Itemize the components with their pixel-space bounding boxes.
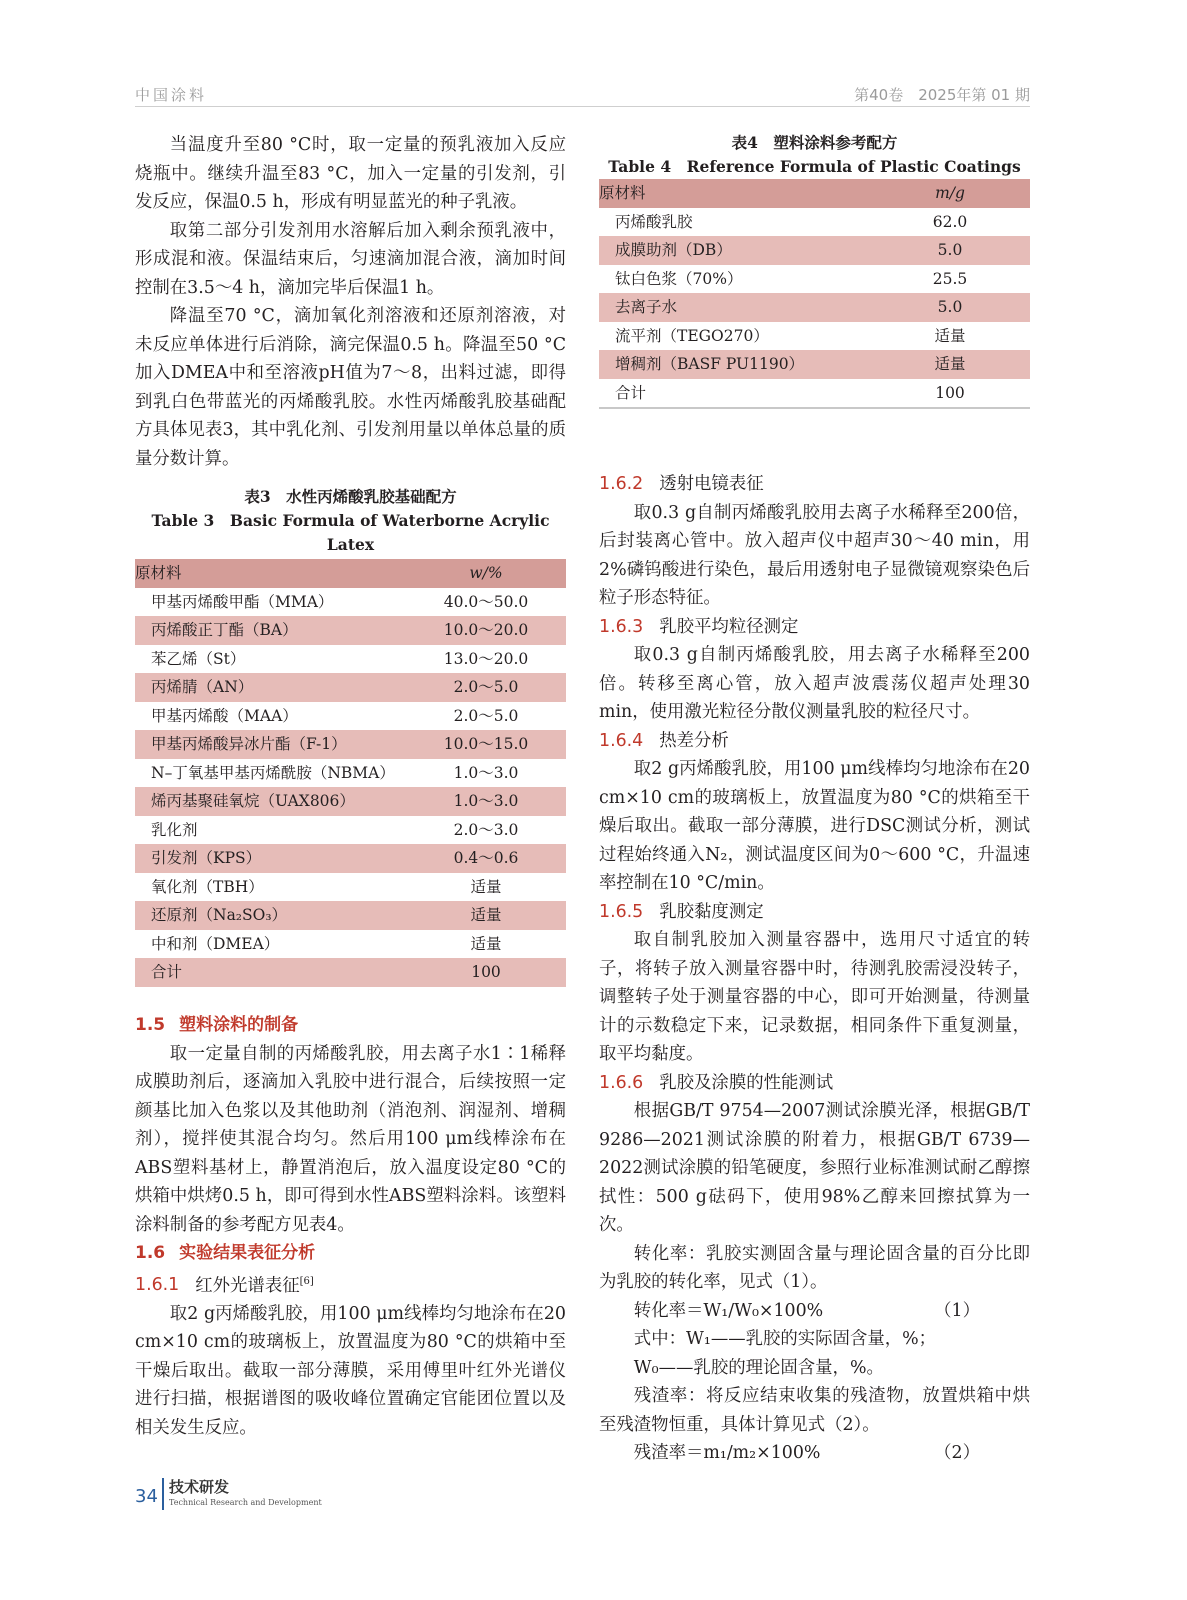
table-row bbox=[135, 958, 566, 987]
section-heading-1-5: 1.5 塑料涂料的制备 bbox=[135, 1015, 299, 1035]
material-cell: 甲基丙烯酸异冰片酯（F-1） bbox=[135, 730, 406, 759]
section-heading-1-6-6: 1.6.6 乳胶及涂膜的性能测试 bbox=[599, 1072, 834, 1093]
material-cell: 氧化剂（TBH） bbox=[135, 873, 406, 902]
running-header bbox=[135, 82, 1030, 107]
amount-cell: 62.0 bbox=[870, 208, 1030, 237]
material-cell: 流平剂（TEGO270） bbox=[599, 322, 870, 351]
table-row bbox=[135, 901, 566, 930]
table3-block bbox=[135, 485, 566, 987]
amount-cell: 0.4～0.6 bbox=[406, 844, 566, 873]
amount-cell: 5.0 bbox=[870, 236, 1030, 265]
amount-cell: 100 bbox=[406, 958, 566, 987]
material-cell: 还原剂（Na₂SO₃） bbox=[135, 901, 406, 930]
amount-cell: 100 bbox=[870, 379, 1030, 409]
paragraph: 取第二部分引发剂用水溶解后加入剩余预乳液中，形成混和液。保温结束后，匀速滴加混合液，滴加时间控制在3.5～4 h，滴加完毕后保温1 h。 bbox=[135, 220, 566, 298]
material-cell: 中和剂（DMEA） bbox=[135, 930, 406, 959]
table-row bbox=[135, 873, 566, 902]
section-heading-1-6-2: 1.6.2 透射电镜表征 bbox=[599, 474, 764, 494]
table4-title-en: Table 4 Reference Formula of Plastic Coatings bbox=[608, 157, 1021, 176]
amount-cell: 2.0～5.0 bbox=[406, 702, 566, 731]
amount-cell: 适量 bbox=[406, 930, 566, 959]
amount-cell: 适量 bbox=[406, 901, 566, 930]
material-cell: 成膜助剂（DB） bbox=[599, 236, 870, 265]
amount-cell: 适量 bbox=[870, 350, 1030, 379]
section-heading-1-6-4: 1.6.4 热差分析 bbox=[599, 730, 729, 751]
footer-divider bbox=[162, 1478, 164, 1510]
left-column-sections bbox=[135, 1011, 566, 1442]
table-row bbox=[599, 322, 1030, 351]
amount-cell: 2.0～5.0 bbox=[406, 673, 566, 702]
material-cell: 甲基丙烯酸甲酯（MMA） bbox=[135, 588, 406, 617]
paragraph: 残渣率：将反应结束收集的残渣物，放置烘箱中烘至残渣物恒重，具体计算见式（2）。 bbox=[599, 1386, 1030, 1435]
section-heading-1-6-1: 1.6.1 红外光谱表征[6] bbox=[135, 1275, 314, 1296]
table-row bbox=[599, 293, 1030, 322]
table4-title-cn: 表4 塑料涂料参考配方 bbox=[731, 133, 898, 152]
paragraph: 当温度升至80 °C时，取一定量的预乳液加入反应烧瓶中。继续升温至83 °C，加入一定量的引发剂，引发反应，保温0.5 h，形成有明显蓝光的种子乳液。 bbox=[135, 135, 566, 212]
amount-cell: 适量 bbox=[870, 322, 1030, 351]
issue-info: 第40卷 2025年第 01 期 bbox=[854, 86, 1030, 104]
amount-cell: 适量 bbox=[406, 873, 566, 902]
table3-title-cn: 表3 水性丙烯酸乳胶基础配方 bbox=[244, 487, 457, 506]
page-number: 34 bbox=[135, 1486, 158, 1507]
table-row bbox=[599, 350, 1030, 379]
table-row bbox=[599, 379, 1030, 409]
equation-2: 残渣率＝m₁/m₂×100% （2） bbox=[599, 1439, 1030, 1468]
paragraph: 取0.3 g自制丙烯酸乳胶用去离子水稀释至200倍，后封装离心管中。放入超声仪中超声30～40 min，用2%磷钨酸进行染色，最后用透射电子显微镜观察染色后粒子形态特征。 bbox=[599, 502, 1030, 608]
footer-section-en: Technical Research and Development bbox=[169, 1498, 322, 1507]
material-cell: 丙烯酸正丁酯（BA） bbox=[135, 616, 406, 645]
table3-title-en: Table 3 Basic Formula of Waterborne Acrylic Latex bbox=[151, 511, 550, 554]
material-cell: 丙烯酸乳胶 bbox=[599, 208, 870, 237]
amount-cell: 40.0～50.0 bbox=[406, 588, 566, 617]
table-row bbox=[599, 265, 1030, 294]
material-cell: 甲基丙烯酸（MAA） bbox=[135, 702, 406, 731]
equation-number: （1） bbox=[934, 1300, 980, 1321]
table-row bbox=[135, 616, 566, 645]
table3 bbox=[135, 559, 566, 987]
material-cell: 钛白色浆（70%） bbox=[599, 265, 870, 294]
paragraph: 取0.3 g自制丙烯酸乳胶，用去离子水稀释至200倍。转移至离心管，放入超声波震荡仪超声处理30 min，使用激光粒径分散仪测量乳胶的粒径尺寸。 bbox=[599, 645, 1030, 722]
section-heading-1-6-5: 1.6.5 乳胶黏度测定 bbox=[599, 901, 764, 922]
amount-cell: 1.0～3.0 bbox=[406, 787, 566, 816]
material-cell: 合计 bbox=[599, 379, 870, 409]
table4 bbox=[599, 179, 1030, 409]
table-row bbox=[599, 208, 1030, 237]
material-cell: 合计 bbox=[135, 958, 406, 987]
paragraph: 取2 g丙烯酸乳胶，用100 μm线棒均匀地涂布在20 cm×10 cm的玻璃板上，放置温度为80 °C的烘箱至干燥后取出。截取一部分薄膜，进行DSC测试分析，测试过程始终通入N₂，测试温度区间为0～600 °C，升温速率控制在10 °C/min。 bbox=[599, 759, 1030, 893]
material-cell: 引发剂（KPS） bbox=[135, 844, 406, 873]
amount-cell: 10.0～15.0 bbox=[406, 730, 566, 759]
equation-1: 转化率＝W₁/W₀×100% （1） bbox=[599, 1297, 1030, 1326]
material-cell: 苯乙烯（St） bbox=[135, 645, 406, 674]
equation-legend: W₀——乳胶的理论固含量，%。 bbox=[633, 1357, 884, 1378]
table-row bbox=[135, 816, 566, 845]
table-row bbox=[135, 702, 566, 731]
section-heading-1-6-3: 1.6.3 乳胶平均粒径测定 bbox=[599, 616, 799, 637]
section-heading-1-6: 1.6 实验结果表征分析 bbox=[135, 1243, 316, 1263]
citation-ref[interactable]: [6] bbox=[299, 1275, 314, 1287]
journal-name: 中国涂料 bbox=[135, 86, 208, 104]
amount-cell: 13.0～20.0 bbox=[406, 645, 566, 674]
amount-cell: 10.0～20.0 bbox=[406, 616, 566, 645]
table-row bbox=[135, 645, 566, 674]
material-cell: 丙烯腈（AN） bbox=[135, 673, 406, 702]
paragraph: 降温至70 °C，滴加氧化剂溶液和还原剂溶液，对未反应单体进行后消除，滴完保温0.5 h。降温至50 °C加入DMEA中和至溶液pH值为7～8，出料过滤，即得到乳白色带蓝光的丙烯酸乳胶。水性丙烯酸乳胶基础配方具体见表3，其中乳化剂、引发剂用量以单体总量的质量分数计算。 bbox=[135, 306, 566, 469]
amount-cell: 1.0～3.0 bbox=[406, 759, 566, 788]
paragraph: 取自制乳胶加入测量容器中，选用尺寸适宜的转子，将转子放入测量容器中时，待测乳胶需浸没转子，调整转子处于测量容器的中心，即可开始测量，待测量计的示数稳定下来，记录数据，相同条件下重复测量，取平均黏度。 bbox=[599, 930, 1030, 1064]
equation-number: （2） bbox=[934, 1443, 980, 1463]
material-cell: 烯丙基聚硅氧烷（UAX806） bbox=[135, 787, 406, 816]
paragraph: 根据GB/T 9754—2007测试涂膜光泽，根据GB/T 9286—2021测试涂膜的附着力，根据GB/T 6739—2022测试涂膜的铅笔硬度，参照行业标准测试耐乙醇擦拭性：500 g砝码下，使用98%乙醇来回擦拭算为一次。 bbox=[599, 1101, 1030, 1235]
amount-cell: 2.0～3.0 bbox=[406, 816, 566, 845]
left-column-intro bbox=[135, 131, 566, 473]
right-column-sections bbox=[599, 470, 1030, 1468]
table-row bbox=[135, 730, 566, 759]
table-row bbox=[135, 588, 566, 617]
amount-cell: 25.5 bbox=[870, 265, 1030, 294]
table-row bbox=[135, 787, 566, 816]
footer-section-cn: 技术研发 bbox=[169, 1478, 230, 1496]
paragraph: 取2 g丙烯酸乳胶，用100 μm线棒均匀地涂布在20 cm×10 cm的玻璃板上，放置温度为80 °C的烘箱中至干燥后取出。截取一部分薄膜，采用傅里叶红外光谱仪进行扫描，根据谱图的吸收峰位置确定官能团位置以及相关发生反应。 bbox=[135, 1303, 566, 1438]
table-row bbox=[135, 930, 566, 959]
amount-cell: 5.0 bbox=[870, 293, 1030, 322]
column-header: 原材料 bbox=[135, 559, 406, 588]
material-cell: N–丁氧基甲基丙烯酰胺（NBMA） bbox=[135, 759, 406, 788]
material-cell: 去离子水 bbox=[599, 293, 870, 322]
table4-block bbox=[599, 131, 1030, 409]
column-header: m/g bbox=[870, 179, 1030, 208]
table-row bbox=[135, 759, 566, 788]
paragraph: 转化率：乳胶实测固含量与理论固含量的百分比即为乳胶的转化率，见式（1）。 bbox=[599, 1243, 1030, 1292]
column-header: 原材料 bbox=[599, 179, 870, 208]
material-cell: 增稠剂（BASF PU1190） bbox=[599, 350, 870, 379]
table-row bbox=[135, 844, 566, 873]
paragraph: 取一定量自制的丙烯酸乳胶，用去离子水1∶1稀释成膜助剂后，逐滴加入乳胶中进行混合，后续按照一定颜基比加入色浆以及其他助剂（消泡剂、润湿剂、增稠剂），搅拌使其混合均匀。然后用100 μm线棒涂布在ABS塑料基材上，静置消泡后，放入温度设定80 °C的烘箱中烘烤0.5 h，即可得到水性ABS塑料涂料。该塑料涂料制备的参考配方见表4。 bbox=[135, 1043, 566, 1235]
table-row bbox=[135, 673, 566, 702]
material-cell: 乳化剂 bbox=[135, 816, 406, 845]
equation-legend: 式中：W₁——乳胶的实际固含量，%； bbox=[633, 1329, 937, 1349]
table-row bbox=[599, 236, 1030, 265]
column-header: w/% bbox=[406, 559, 566, 588]
